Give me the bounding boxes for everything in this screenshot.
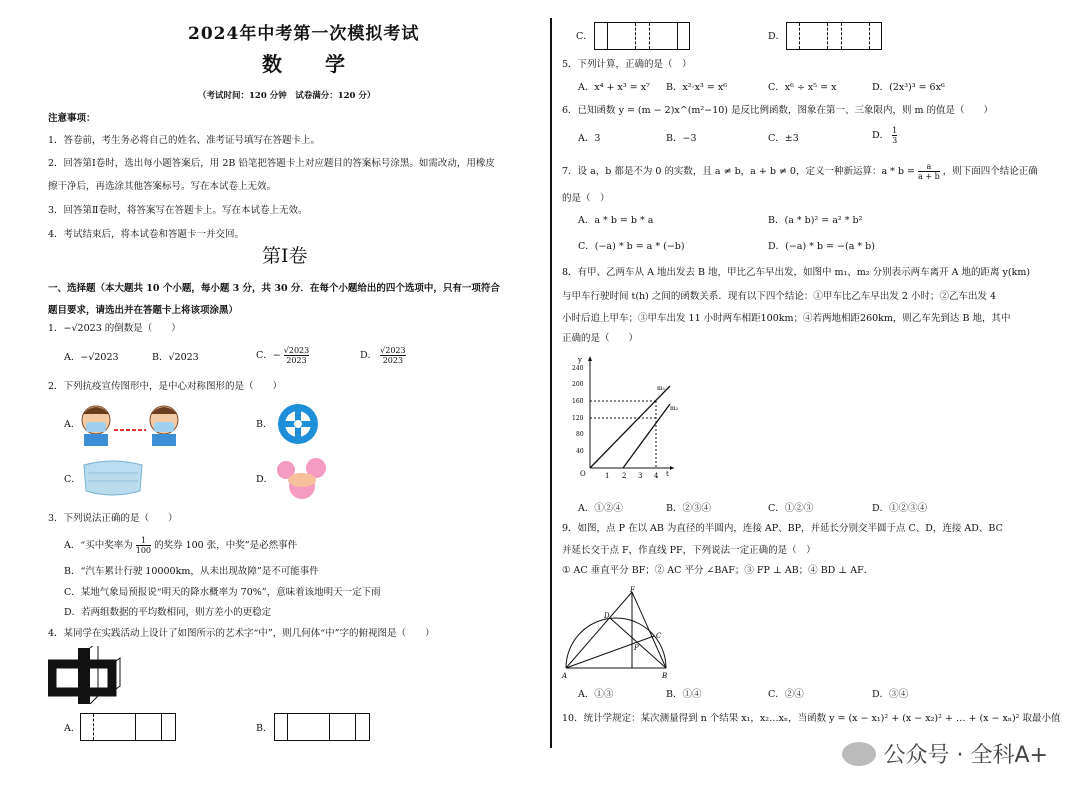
q2-image-b-wheel <box>276 402 320 446</box>
left-column <box>40 0 540 793</box>
q4-option-a: A． <box>64 723 81 734</box>
q9-point-F: F <box>630 586 635 594</box>
section-intro: 题目要求，请选出并在答题卡上将该项涂黑） <box>48 305 239 316</box>
q9-point-B: B <box>662 672 668 680</box>
q9-option-c: C．②④ <box>768 689 804 700</box>
watermark-text: 公众号 · 全科A+ <box>883 743 1048 768</box>
subject-title: 数 学 <box>262 52 363 76</box>
q2-option-a: A． <box>64 419 81 430</box>
q8-y-tick: 160 <box>572 398 584 405</box>
q4-option-b: B． <box>256 723 273 734</box>
note-item: 1．答卷前，考生务必将自己的姓名、准考证号填写在答题卡上。 <box>48 135 321 146</box>
q5-stem: 5．下列计算，正确的是（ ） <box>562 59 692 70</box>
q7-option-d: D．(−a) * b = −(a * b) <box>768 241 875 252</box>
q9-option-a: A．①③ <box>578 689 614 700</box>
q3-option-c: C．某地气象局预报说“明天的降水概率为 70%”，意味着该地明天一定下雨 <box>64 587 381 598</box>
q7-option-b: B．(a * b)² = a² * b² <box>768 215 863 226</box>
q1-stem: 1．−√2023 的倒数是（ ） <box>48 323 181 334</box>
q9-point-A: A <box>562 672 568 680</box>
q8-stem: 与甲车行驶时间 t(h) 之间的函数关系．现有以下四个结论：①甲车比乙车早出发 2 小时；②乙车出发 4 <box>562 291 997 302</box>
wechat-icon <box>842 742 876 766</box>
watermark <box>842 738 1048 769</box>
q8-option-d: D．①②③④ <box>872 503 928 514</box>
q8-origin: O <box>580 470 586 478</box>
q5-option-d: D．(2x³)³ = 6x⁶ <box>872 82 945 93</box>
column-divider <box>550 18 552 748</box>
q9-point-C: C <box>656 632 662 640</box>
q5-option-b: B．x²·x³ = x⁶ <box>666 82 727 93</box>
q5-option-c: C．x⁶ ÷ x⁵ = x <box>768 82 837 93</box>
q8-x-tick: 3 <box>638 472 643 480</box>
note-item: 3．回答第Ⅱ卷时，将答案写在答题卡上。写在本试卷上无效。 <box>48 205 308 216</box>
q7-stem: 7．设 a，b 都是不为 0 的实数，且 a ≠ b，a + b ≠ 0，定义一种新运算：a * b = $\frac{a}{a + b}$ ，则下面四个结论正确 <box>562 162 1038 181</box>
q8-x-tick: 4 <box>654 472 659 480</box>
q1-option-c: C．− $\frac{√2023}{2023}$ <box>256 346 310 365</box>
q9-option-d: D．③④ <box>872 689 909 700</box>
q8-x-label: t <box>666 470 669 478</box>
q2-option-b: B． <box>256 419 273 430</box>
q8-option-a: A．①②④ <box>578 503 623 514</box>
q4-view-b <box>274 713 370 741</box>
section-intro: 一、选择题（本大题共 10 个小题，每小题 3 分，共 30 分．在每个小题给出的四个选项中，只有一项符合 <box>48 283 500 294</box>
q4-view-d <box>786 22 882 50</box>
q6-option-a: A．3 <box>578 133 601 144</box>
q4-option-c: C． <box>576 31 593 42</box>
q9-figure <box>560 584 672 680</box>
q8-option-b: B．②③④ <box>666 503 711 514</box>
q2-image-a-faces <box>80 398 186 446</box>
section-title: 第Ⅰ卷 <box>262 245 308 267</box>
q8-y-tick: 80 <box>576 431 584 438</box>
q1-option-b: B．√2023 <box>152 352 199 363</box>
q4-glyph-figure <box>48 646 122 708</box>
q8-line-m1 <box>590 386 670 468</box>
q9-option-b: B．①④ <box>666 689 702 700</box>
note-item: 4．考试结束后，将本试卷和答题卡一并交回。 <box>48 229 245 240</box>
q8-line-m2 <box>623 404 670 468</box>
notes-heading: 注意事项： <box>48 113 96 124</box>
q10-stem: 10．统计学规定：某次测量得到 n 个结果 x₁，x₂…xₙ，当函数 y = (x − x₁)² + (x − x₂)² + … + (x − xₙ)² 取最小值 <box>562 713 1061 724</box>
q9-point-P: P <box>634 644 639 652</box>
q8-y-tick: 40 <box>576 448 584 455</box>
q2-option-d: D． <box>256 474 274 485</box>
q9-point-D: D <box>604 612 610 620</box>
q8-stem: 8．有甲、乙两车从 A 地出发去 B 地，甲比乙车早出发，如图中 m₁、m₂ 分别表示两车离开 A 地的距离 y(km) <box>562 267 1031 278</box>
q3-stem: 3．下列说法正确的是（ ） <box>48 513 178 524</box>
q8-label-m1: m₁ <box>657 385 666 392</box>
q3-option-a: A．“买中奖率为 $\frac{1}{100}$ 的奖券 100 张，中奖”是必然事件 <box>64 536 298 555</box>
q8-x-tick: 1 <box>605 472 610 480</box>
q6-option-b: B．−3 <box>666 133 697 144</box>
q4-stem: 4．某同学在实践活动上设计了如图所示的艺术字“中”，则几何体“中”字的俯视图是（ ） <box>48 628 435 639</box>
exam-title: 2024年中考第一次模拟考试 <box>188 24 420 44</box>
q2-option-c: C． <box>64 474 81 485</box>
q8-y-ticks <box>572 365 584 455</box>
q8-y-label: y <box>578 356 582 364</box>
q5-option-a: A．x⁴ + x³ = x⁷ <box>578 82 650 93</box>
q9-stem: ① AC 垂直平分 BF；② AC 平分 ∠BAF；③ FP ⊥ AB；④ BD ⊥ AF． <box>562 565 874 576</box>
q8-x-tick: 2 <box>622 472 627 480</box>
q9-stem: 9．如图，点 P 在以 AB 为直径的半圆内，连接 AP、BP，并延长分别交半圆于点 C、D，连接 AD、BC <box>562 523 1003 534</box>
q8-y-tick: 240 <box>572 365 584 372</box>
q8-stem: 正确的是（ ） <box>562 333 639 344</box>
q6-option-c: C．±3 <box>768 133 799 144</box>
q7-option-c: C．(−a) * b = a * (−b) <box>578 241 685 252</box>
q4-view-a <box>80 713 176 741</box>
exam-info: （考试时间：120 分钟 试卷满分：120 分） <box>198 91 376 101</box>
q8-stem: 小时后追上甲车；③甲车出发 11 小时两车相距100km；④若两地相距260km，则乙车先到达 B 地，其中 <box>562 313 1011 324</box>
q6-stem: 6．已知函数 y = (m − 2)x^(m²−10) 是反比例函数，图象在第一、三象限内，则 m 的值是（ ） <box>562 105 994 116</box>
q3-option-b: B．“汽车累计行驶 10000km，从未出现故障”是不可能事件 <box>64 566 319 577</box>
q2-image-c-mask <box>80 455 146 501</box>
q7-option-a: A．a * b = b * a <box>578 215 654 226</box>
q1-option-d: D． $\frac{√2023}{2023}$ <box>360 346 406 365</box>
right-column <box>560 0 1060 793</box>
q8-y-tick: 200 <box>572 381 584 388</box>
q6-option-d: D． $\frac{1}{3}$ <box>872 126 898 145</box>
q8-y-tick: 120 <box>572 415 584 422</box>
q8-x-ticks <box>605 472 659 480</box>
note-item: 擦干净后，再选涂其他答案标号。写在本试卷上无效。 <box>48 181 277 192</box>
q9-stem: 并延长交于点 F，作直线 PF，下列说法一定正确的是（ ） <box>562 545 816 556</box>
q8-label-m2: m₂ <box>670 405 679 412</box>
q8-graph <box>562 352 682 484</box>
q1-option-a: A．−√2023 <box>64 352 119 363</box>
q3-option-d: D．若两组数据的平均数相同，则方差小的更稳定 <box>64 607 272 618</box>
q4-view-c <box>594 22 690 50</box>
q8-option-c: C．①②③ <box>768 503 814 514</box>
q2-image-d-handwash <box>274 456 330 500</box>
note-item: 2．回答第Ⅰ卷时，选出每小题答案后，用 2B 铅笔把答题卡上对应题目的答案标号涂黑。如需改动，用橡皮 <box>48 158 495 169</box>
q2-stem: 2．下列抗疫宣传图形中，是中心对称图形的是（ ） <box>48 381 283 392</box>
q7-stem-cont: 的是（ ） <box>562 193 610 204</box>
q4-option-d: D． <box>768 31 786 42</box>
